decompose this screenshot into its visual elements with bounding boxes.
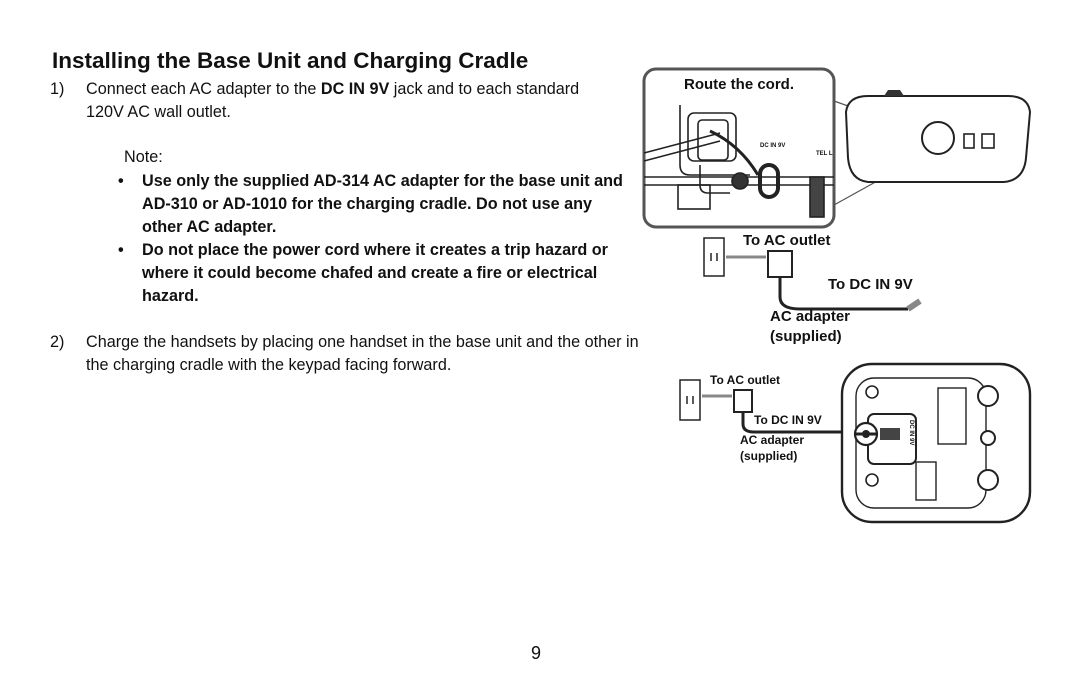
bullet-marker: • (118, 241, 124, 259)
step-1 (50, 78, 610, 124)
note-bullet-text: Use only the supplied AD-314 AC adapter for the base unit and AD-310 or AD-1010 for the charging cradle. Do not use any other AC adapter. (142, 172, 623, 236)
note-bullet-item (118, 239, 633, 308)
note-bullet-item (118, 170, 633, 239)
base-adapter-label-1: AC adapter (770, 308, 851, 325)
cradle-adapter-label-1: AC adapter (740, 433, 805, 447)
base-unit-rear-drawing (840, 88, 1036, 188)
note-bullet-list (118, 170, 633, 308)
bullet-marker: • (118, 172, 124, 190)
charging-cradle-connection-illustration (670, 362, 1040, 527)
cradle-ac-outlet-label: To AC outlet (710, 373, 780, 387)
step-1-jack-name: DC IN 9V (320, 80, 390, 98)
wall-outlet-icon (704, 238, 724, 276)
cradle-jack-small-label: DC IN 9V (908, 420, 914, 446)
cradle-dc-in-label: To DC IN 9V (754, 413, 822, 427)
cradle-adapter-label-2: (supplied) (740, 449, 798, 463)
base-adapter-label-2: (supplied) (770, 328, 842, 345)
cradle-wall-outlet-icon (680, 380, 700, 420)
base-ac-outlet-label: To AC outlet (743, 232, 831, 249)
charging-cradle-drawing (842, 364, 1030, 522)
step-1-text-before: Connect each AC adapter to the (86, 80, 321, 98)
step-2-number: 2) (50, 333, 65, 351)
page-number: 9 (531, 643, 542, 663)
step-2-text: Charge the handsets by placing one handset in the base unit and the other in the charging cradle with the keypad facing forward. (86, 333, 639, 374)
step-1-text (86, 78, 610, 124)
note-bullet-text: Do not place the power cord where it creates a trip hazard or where it could become chafed and create a fire or electrical hazard. (142, 241, 608, 305)
jack-small-label: DC IN 9V (760, 143, 786, 149)
tel-small-label: TEL L (816, 151, 833, 157)
step-1-text-after: jack and to each standard 120V AC wall outlet. (86, 80, 580, 121)
route-cord-label: Route the cord. (684, 76, 795, 93)
step-2 (50, 331, 640, 377)
step-1-number: 1) (50, 80, 65, 98)
note-label: Note: (124, 148, 163, 166)
base-dc-in-label: To DC IN 9V (828, 276, 913, 293)
page-title: Installing the Base Unit and Charging Cradle (52, 48, 529, 73)
